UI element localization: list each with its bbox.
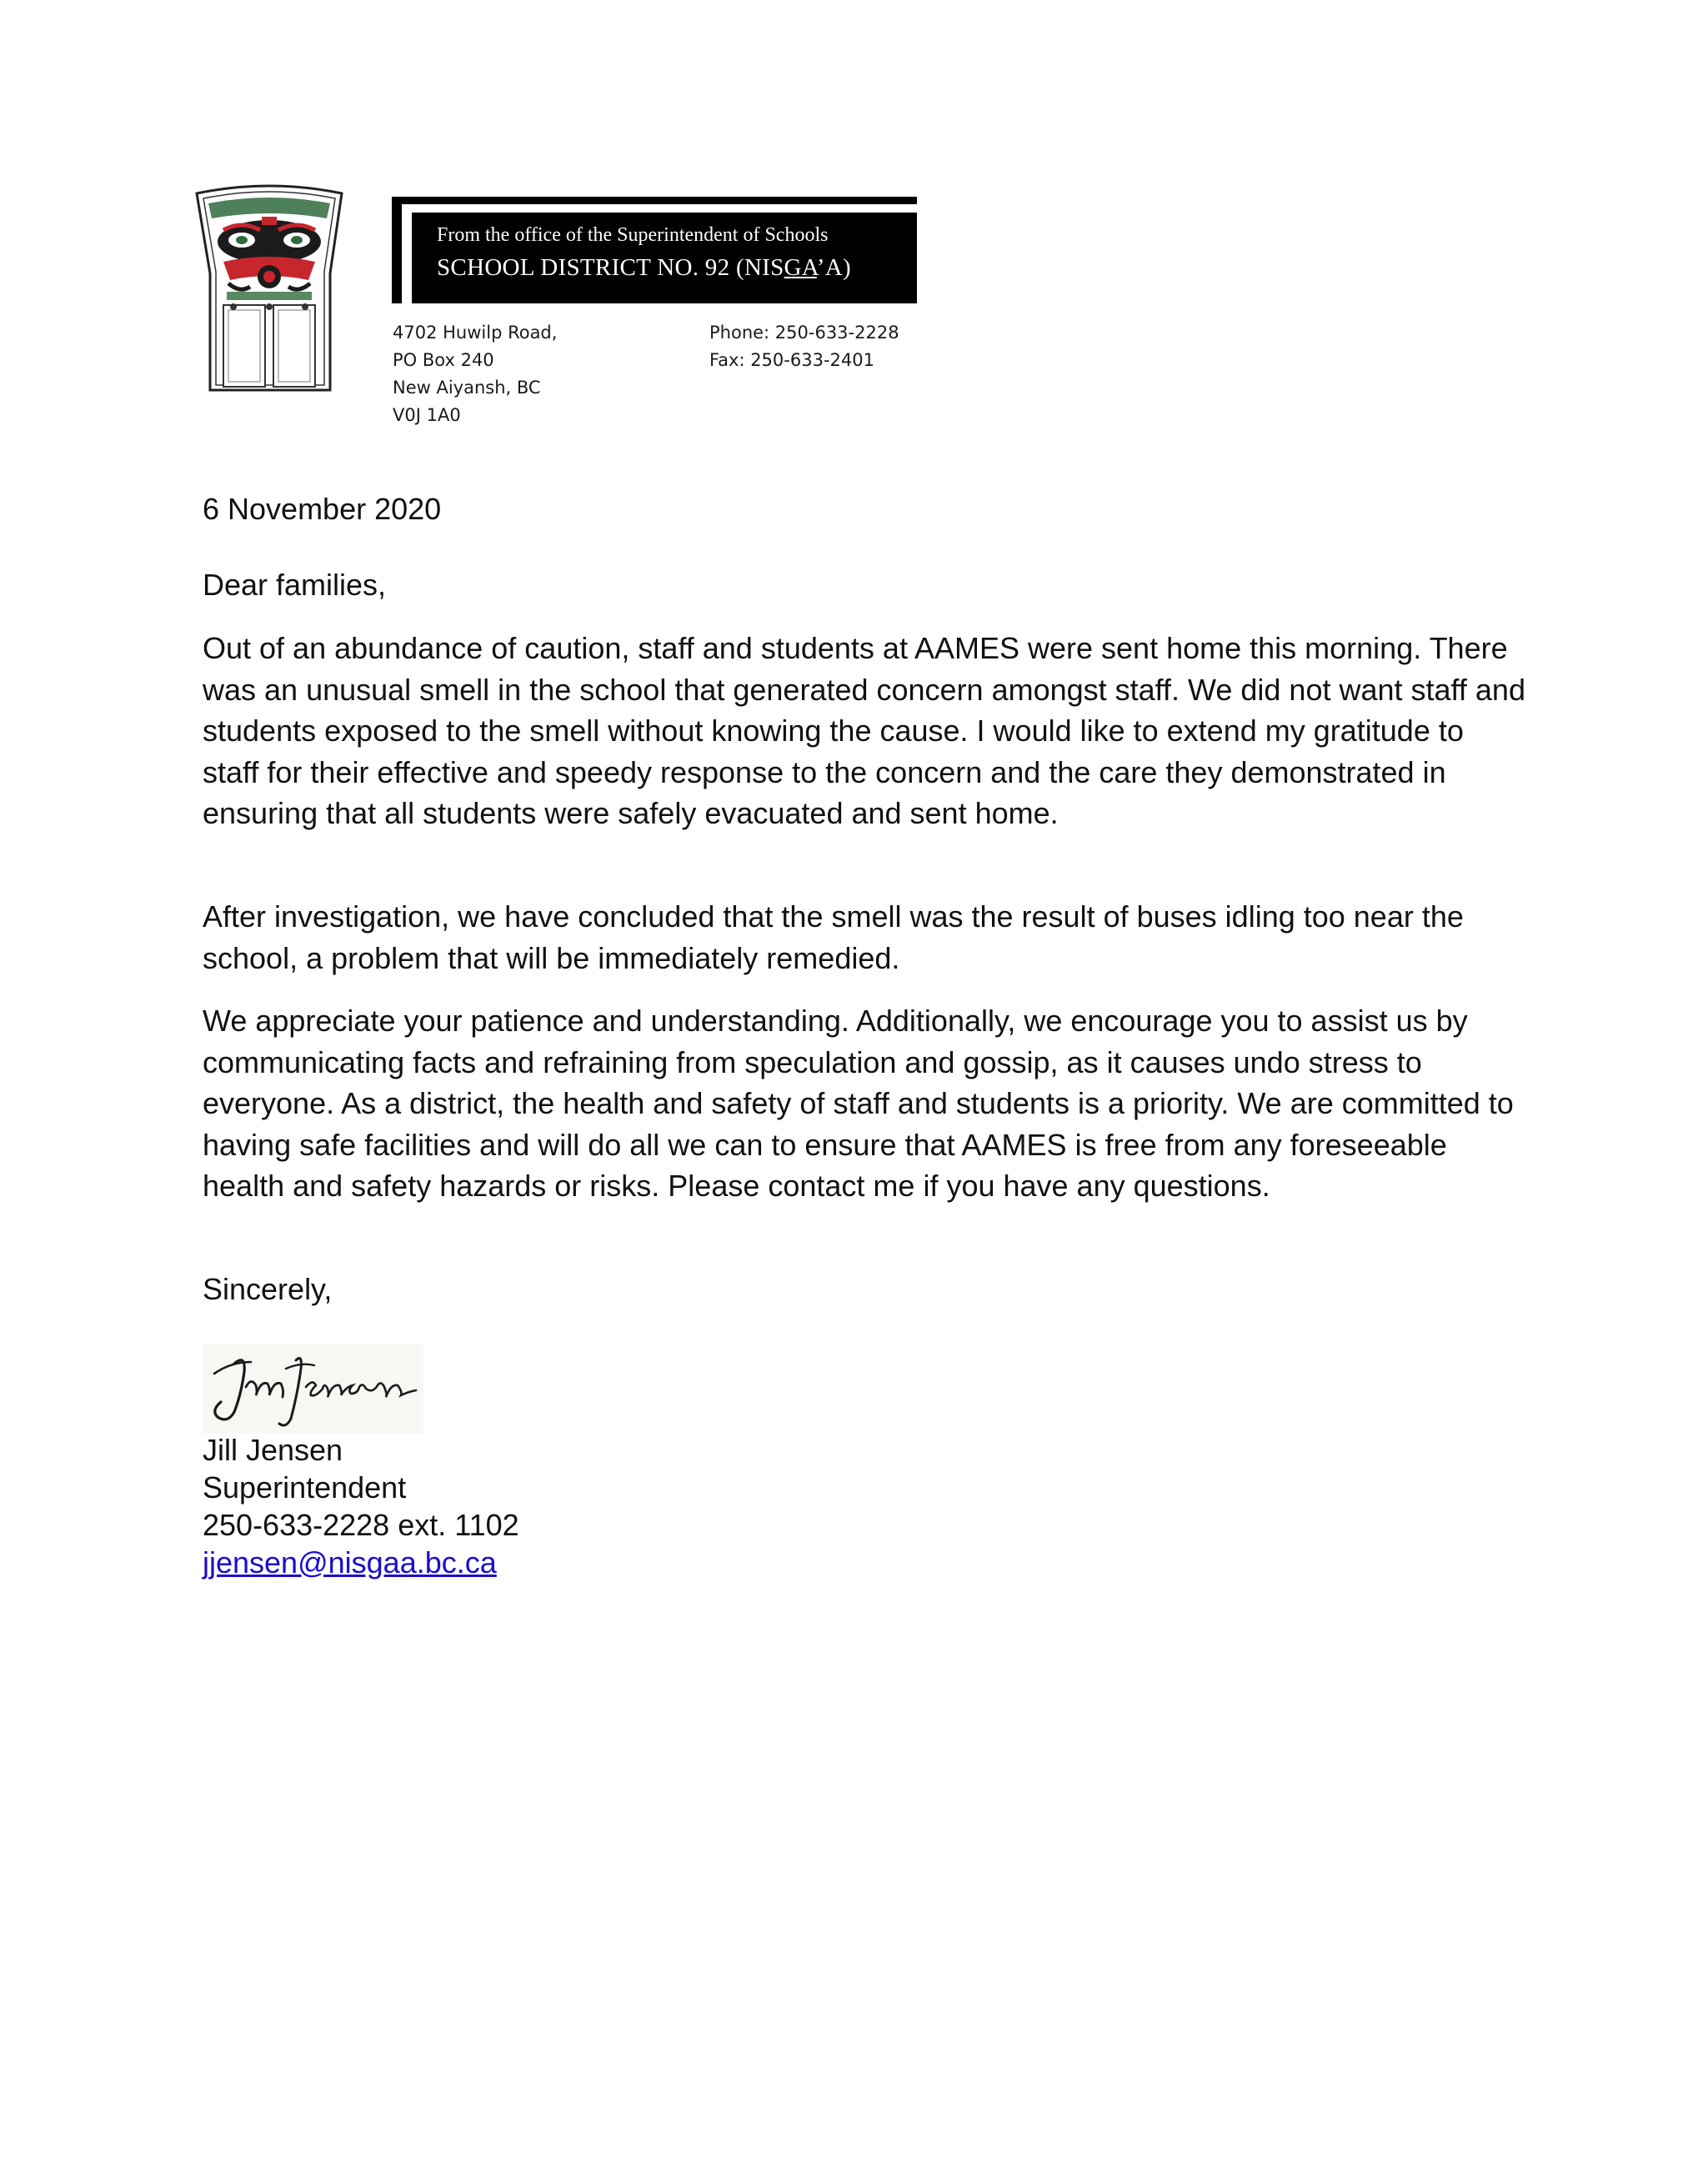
signer-name: Jill Jensen: [203, 1433, 343, 1467]
handwritten-signature: [203, 1344, 423, 1434]
paragraph-1: Out of an abundance of caution, staff and students at AAMES were sent home this morning. There was an unusual smell in the school that generated concern amongst staff. We did not want staff and students exposed to the smell without knowing the cause. I would like to extend my gratitude to staff for their effective and speedy response to the concern and the care they demonstrated in ensuring that all students were safely evacuated and sent home.: [203, 631, 1525, 830]
district-name: [437, 254, 851, 282]
office-line: From the office of the Superintendent of Schools: [437, 224, 829, 246]
signer-email-link[interactable]: jjensen@nisgaa.bc.ca: [203, 1545, 497, 1580]
phone-number: Phone: 250-633-2228: [709, 323, 899, 343]
banner-top-rule: [392, 197, 917, 204]
letter-date: 6 November 2020: [203, 492, 442, 526]
address-line-3: New Aiyansh, BC: [393, 378, 541, 398]
signer-phone: 250-633-2228 ext. 1102: [203, 1508, 519, 1542]
letterhead-banner: [392, 197, 917, 303]
district-contact: [709, 319, 899, 374]
address-line-1: 4702 Huwilp Road,: [393, 323, 558, 343]
paragraph-2: After investigation, we have concluded that the smell was the result of buses idling too near the school, a problem that will be immediately remedied.: [203, 899, 1464, 975]
district-name-prefix: SCHOOL DISTRICT NO. 92 (NIS: [437, 254, 784, 281]
address-line-2: PO Box 240: [393, 350, 494, 370]
fax-number: Fax: 250-633-2401: [709, 350, 874, 370]
district-name-underlined: GA: [784, 254, 817, 281]
address-line-4: V0J 1A0: [393, 405, 461, 425]
closing: Sincerely,: [203, 1272, 333, 1306]
signer-block: [203, 1431, 519, 1581]
nisgaa-crest-logo: [190, 182, 348, 394]
banner-left-rule: [392, 204, 402, 303]
signer-title: Superintendent: [203, 1470, 407, 1505]
district-address: [393, 319, 557, 429]
banner-box: [412, 213, 917, 303]
salutation: Dear families,: [203, 568, 387, 602]
district-name-suffix: ’A): [816, 254, 851, 281]
paragraph-3: We appreciate your patience and understanding. Additionally, we encourage you to assist us by communicating facts and refraining from speculation and gossip, as it causes undo stress to everyone. As a district, the health and safety of staff and students is a priority. We are committed to having safe facilities and will do all we can to ensure that AAMES is free from any foreseeable health and safety hazards or risks. Please contact me if you have any questions.: [203, 1004, 1514, 1203]
